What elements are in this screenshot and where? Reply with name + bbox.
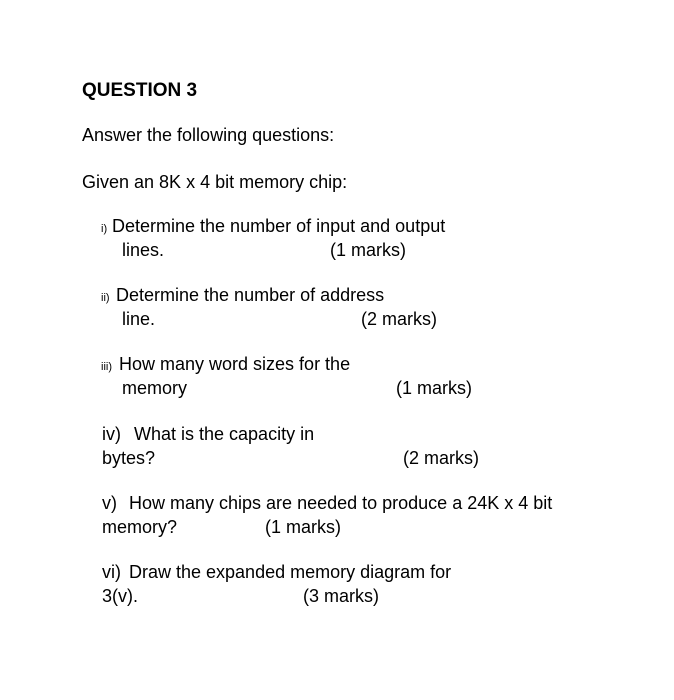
item-text: What is the capacity in <box>134 424 315 444</box>
item-marks: (2 marks) <box>403 448 479 468</box>
item-numeral: iv) <box>102 424 121 444</box>
instruction-text: Answer the following questions: <box>82 125 335 145</box>
item-text: How many chips are needed to produce a 24K x 4 bit <box>129 493 553 513</box>
item-text-cont: 3(v). <box>102 586 138 606</box>
item-marks: (1 marks) <box>265 517 341 537</box>
item-text-cont: line. <box>122 309 156 329</box>
item-text: Draw the expanded memory diagram for <box>129 562 452 582</box>
item-numeral: vi) <box>102 562 121 582</box>
item-text-cont: memory <box>122 378 188 398</box>
item-text: How many word sizes for the <box>119 354 351 374</box>
item-numeral: iii) <box>101 361 112 373</box>
given-text: Given an 8K x 4 bit memory chip: <box>82 172 348 192</box>
item-text-cont: memory? <box>102 517 178 537</box>
item-marks: (1 marks) <box>396 378 472 398</box>
item-text: Determine the number of input and output <box>112 216 446 236</box>
item-marks: (3 marks) <box>303 586 379 606</box>
item-marks: (1 marks) <box>330 240 406 260</box>
item-text-cont: bytes? <box>102 448 156 468</box>
item-text-cont: lines. <box>122 240 165 260</box>
item-numeral: i) <box>101 223 108 235</box>
question-title: QUESTION 3 <box>82 80 198 101</box>
item-numeral: ii) <box>101 292 110 304</box>
item-text: Determine the number of address <box>116 285 385 305</box>
item-numeral: v) <box>102 493 117 513</box>
item-marks: (2 marks) <box>361 309 437 329</box>
